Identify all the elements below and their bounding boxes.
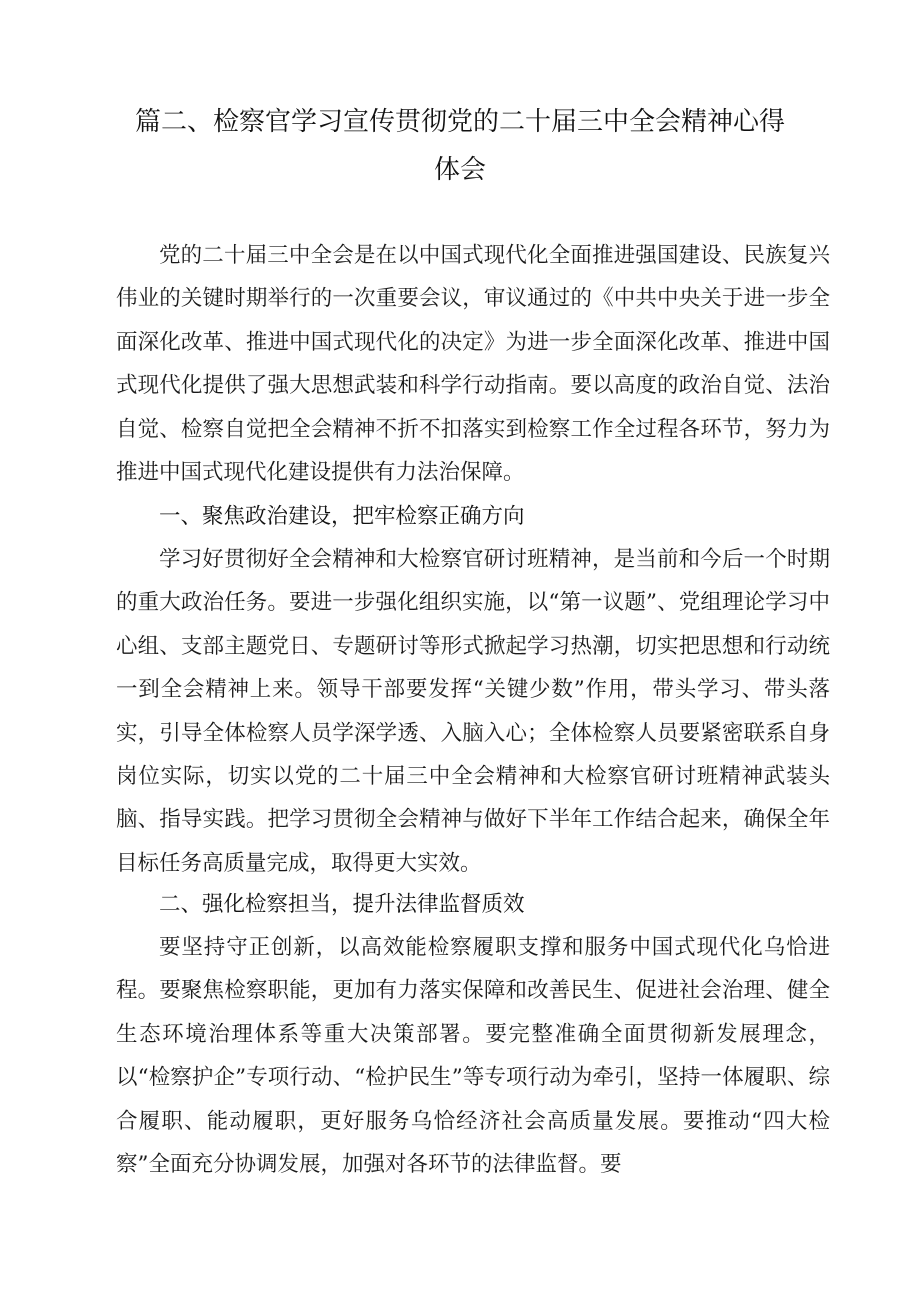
title-line-2: 体会 (433, 155, 486, 185)
paragraph-text: 要坚持守正创新，以高效能检察履职支撑和服务中国式现代化乌恰进程。要聚焦检察职能，更加有力落实保障和改善民生、促进社会治理、健全生态环境治理体系等重大决策部署。要完整准确全面贯彻新发展理念，以“检察护企”专项行动、“检护民生”等专项行动为牵引，坚持一体履职、综合履职、能动履职，更好服务乌恰经济社会高质量发展。要推动“四大检察”全面充分协调发展，加强对各环节的法律监督。要 (116, 935, 830, 1178)
section-heading-2: 二、强化检察担当，提升法律监督质效 (159, 892, 525, 917)
document-title (110, 98, 810, 194)
section-heading-1: 一、聚焦政治建设，把牢检察正确方向 (159, 504, 525, 529)
paragraph-text: 党的二十届三中全会是在以中国式现代化全面推进强国建设、民族复兴伟业的关键时期举行的一次重要会议，审议通过的《中共中央关于进一步全面深化改革、推进中国式现代化的决定》为进一步全面深化改革、推进中国式现代化提供了强大思想武装和科学行动指南。要以高度的政治自觉、法治自觉、检察自觉把全会精神不折不扣落实到检察工作全过程各环节，努力为推进中国式现代化建设提供有力法治保障。 (116, 243, 830, 486)
title-line-1: 篇二、检察官学习宣传贯彻党的二十届三中全会精神心得 (134, 107, 785, 137)
section-2-paragraph (116, 926, 830, 1186)
intro-paragraph (116, 234, 830, 494)
paragraph-text: 学习好贯彻好全会精神和大检察官研讨班精神，是当前和今后一个时期的重大政治任务。要进一步强化组织实施，以“第一议题”、党组理论学习中心组、支部主题党日、专题研讨等形式掀起学习热潮，切实把思想和行动统一到全会精神上来。领导干部要发挥“关键少数”作用，带头学习、带头落实，引导全体检察人员学深学透、入脑入心；全体检察人员要紧密联系自身岗位实际，切实以党的二十届三中全会精神和大检察官研讨班精神武装头脑、指导实践。把学习贯彻全会精神与做好下半年工作结合起来，确保全年目标任务高质量完成，取得更大实效。 (116, 547, 830, 876)
section-1-paragraph (116, 538, 830, 885)
